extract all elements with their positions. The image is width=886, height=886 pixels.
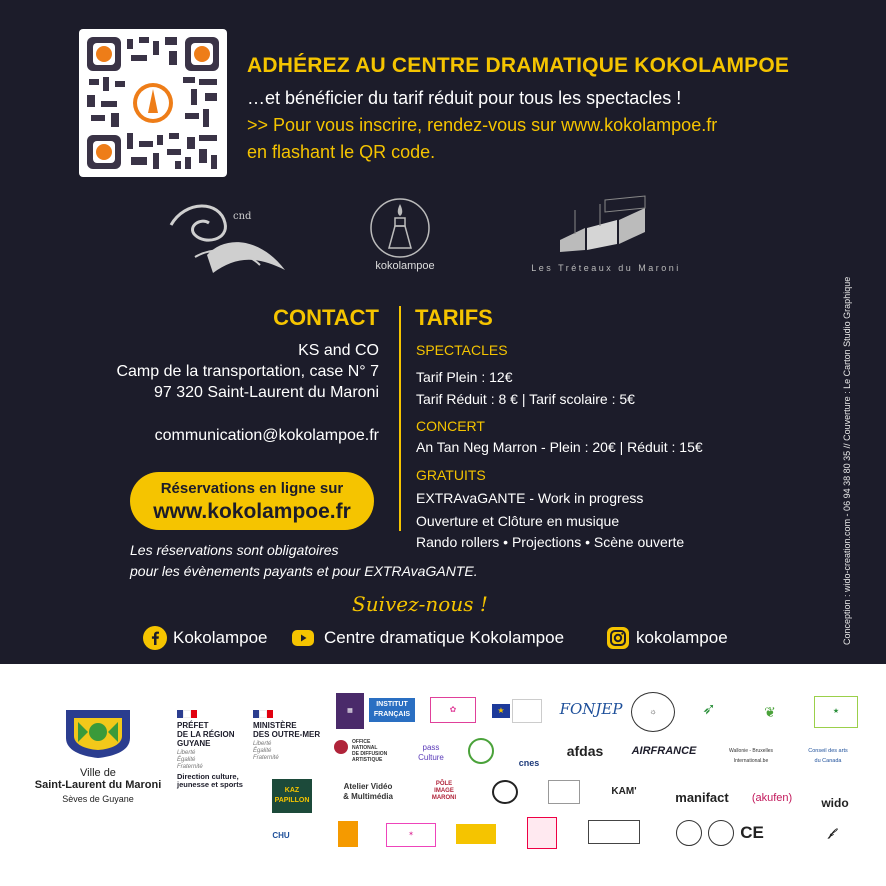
partner-leaf-logo: ❦ [764,704,776,720]
partner-afdas-logo: afdas [566,743,604,759]
contact-email-link[interactable]: communication@kokolampoe.fr [154,427,379,444]
reservation-label: Réservations en ligne sur [160,480,344,497]
partner-script-logo: 𝒻 [828,826,834,839]
cnd-logo [165,195,290,280]
join-qr-instruction: en flashant le QR code. [247,142,436,162]
tarif-concert-line: An Tan Neg Marron - Plein : 20€ | Réduit : 15€ [416,439,703,455]
partner-ouest-guyane-logo: ☼ [631,692,675,732]
partner-wallonie-logo: Wallonie - Bruxelles International.be [729,748,773,764]
partner-skateboard-logo [588,820,640,844]
gratuit-item-3: Rando rollers • Projections • Scène ouverte [416,534,685,550]
prefet-dept: Direction culture, jeunesse et sports [177,772,243,789]
prefet-motto: Liberté Égalité Fraternité [177,750,203,770]
partner-cnes-logo: cnes [518,758,540,768]
partner-institut-francais-logo: INSTITUT FRANÇAIS [369,698,415,722]
tarif-reduit: Tarif Réduit : 8 € | Tarif scolaire : 5€ [416,391,635,407]
partner-villes-pays-logo: ▦ [336,693,364,729]
partner-saint-laurent-maroni-logo: ★ [814,696,858,728]
gratuit-item-1: EXTRAvaGANTE - Work in progress [416,490,644,506]
partner-union-europeenne-logo [512,699,542,723]
partner-kam-logo: KAM' [611,786,637,797]
contact-address-line2: 97 320 Saint-Laurent du Maroni [153,384,379,401]
gratuit-item-2: Ouverture et Clôture en musique [416,513,620,529]
partner-pass-culture-logo: pass Culture [418,743,444,762]
facebook-link[interactable] [143,624,268,652]
partner-fonjep-logo: FONJEP [559,700,623,718]
partner-kaz-papillon-logo: KAZ PAPILLON [272,779,312,813]
partner-ctg-logo: ➶ [702,701,716,718]
partner-yellow-logo [456,824,496,844]
partner-ce-logo: CE [740,823,764,842]
reservation-button[interactable] [130,472,374,530]
partner-conseil-arts-canada-logo: Conseil des arts du Canada [808,748,848,764]
partner-chu-logo: CHU [272,831,290,840]
partner-atelier-video-logo: Atelier Vidéo & Multimédia [343,782,393,801]
ville-label-2: Saint-Laurent du Maroni [34,779,162,791]
contact-address-line1: Camp de la transportation, case N° 7 [116,363,379,380]
youtube-label: Centre dramatique Kokolampoe [324,628,565,647]
partner-cam-logo [492,780,518,804]
reservation-url: www.kokolampoe.fr [153,500,351,523]
french-flag-icon [253,710,273,718]
partner-plateforme-abc-logo: ✶ [386,823,436,847]
partner-onda-logo: OFFICE NATIONAL DE DIFFUSION ARTISTIQUE [352,739,388,763]
svg-text:cnd: cnd [233,211,252,222]
treteaux-logo-label: Les Tréteaux du Maroni [531,263,681,273]
tarif-plein: Tarif Plein : 12€ [416,369,513,385]
tarif-category-gratuits: GRATUITS [416,467,486,483]
follow-us-title: Suivez-nous ! [352,592,488,616]
kokolampoe-logo-label: kokolampoe [375,260,435,272]
tarif-category-concert: CONCERT [416,418,485,434]
partner-manifact-logo: manifact [675,790,729,805]
column-divider [399,306,401,531]
facebook-label: Kokolampoe [173,628,268,647]
partner-micro-folie-logo [527,817,557,849]
ministere-logo [253,710,320,762]
partner-airfrance-logo: AIRFRANCE [631,745,697,757]
reservation-note-line1: Les réservations sont obligatoires [130,542,339,558]
youtube-link[interactable] [288,624,564,652]
prefet-logo [177,710,243,789]
kokolampoe-logo [365,198,435,265]
ville-label-3: Sèves de Guyane [62,794,134,804]
partner-sensibilisation-logo: ✿ [430,697,476,723]
partner-akufen-logo: (akufen) [751,792,793,804]
french-flag-icon [177,710,197,718]
partner-round-logo-1 [676,820,702,846]
partner-building-logo [548,780,580,804]
facebook-icon [143,626,167,650]
join-benefit-text: …et bénéficier du tarif réduit pour tous les spectacles ! [247,88,682,108]
youtube-icon [288,626,318,650]
tarifs-heading: TARIFS [415,305,493,330]
prefet-title: PRÉFET DE LA RÉGION GUYANE [177,721,235,748]
join-website-link[interactable]: >> Pour vous inscrire, rendez-vous sur www.kokolampoe.fr [247,115,718,135]
qr-code[interactable] [79,29,227,177]
design-credit: Conception : wido-creation.com - 06 94 38 80 35 // Couverture : Le Carton Studio Graphique [842,276,852,645]
reservation-note-line2: pour les évènements payants et pour EXTRAvaGANTE. [130,563,478,579]
eu-flag-icon: ★ [492,704,510,718]
ministere-motto: Liberté Égalité Fraternité [253,741,279,761]
partner-pole-image-maroni-logo: PÔLE IMAGE MARONI [431,780,457,801]
ministere-title: MINISTÈRE DES OUTRE-MER [253,721,321,739]
contact-heading: CONTACT [273,305,379,330]
instagram-icon [606,626,630,650]
tarif-category-spectacles: SPECTACLES [416,342,508,358]
join-title: ADHÉREZ AU CENTRE DRAMATIQUE KOKOLAMPOE [247,54,790,77]
instagram-label: kokolampoe [636,628,728,647]
ville-saint-laurent-logo [25,708,171,804]
ville-label-1: Ville de [80,767,116,779]
partner-wido-logo: wido [821,796,849,810]
contact-name: KS and CO [298,342,379,359]
treteaux-logo [545,190,685,265]
instagram-link[interactable] [606,624,728,652]
saint-laurent-crest-icon [58,708,138,758]
partner-orange-logo [338,821,358,847]
onda-icon [334,740,348,754]
partner-green-circle-logo [468,738,494,764]
